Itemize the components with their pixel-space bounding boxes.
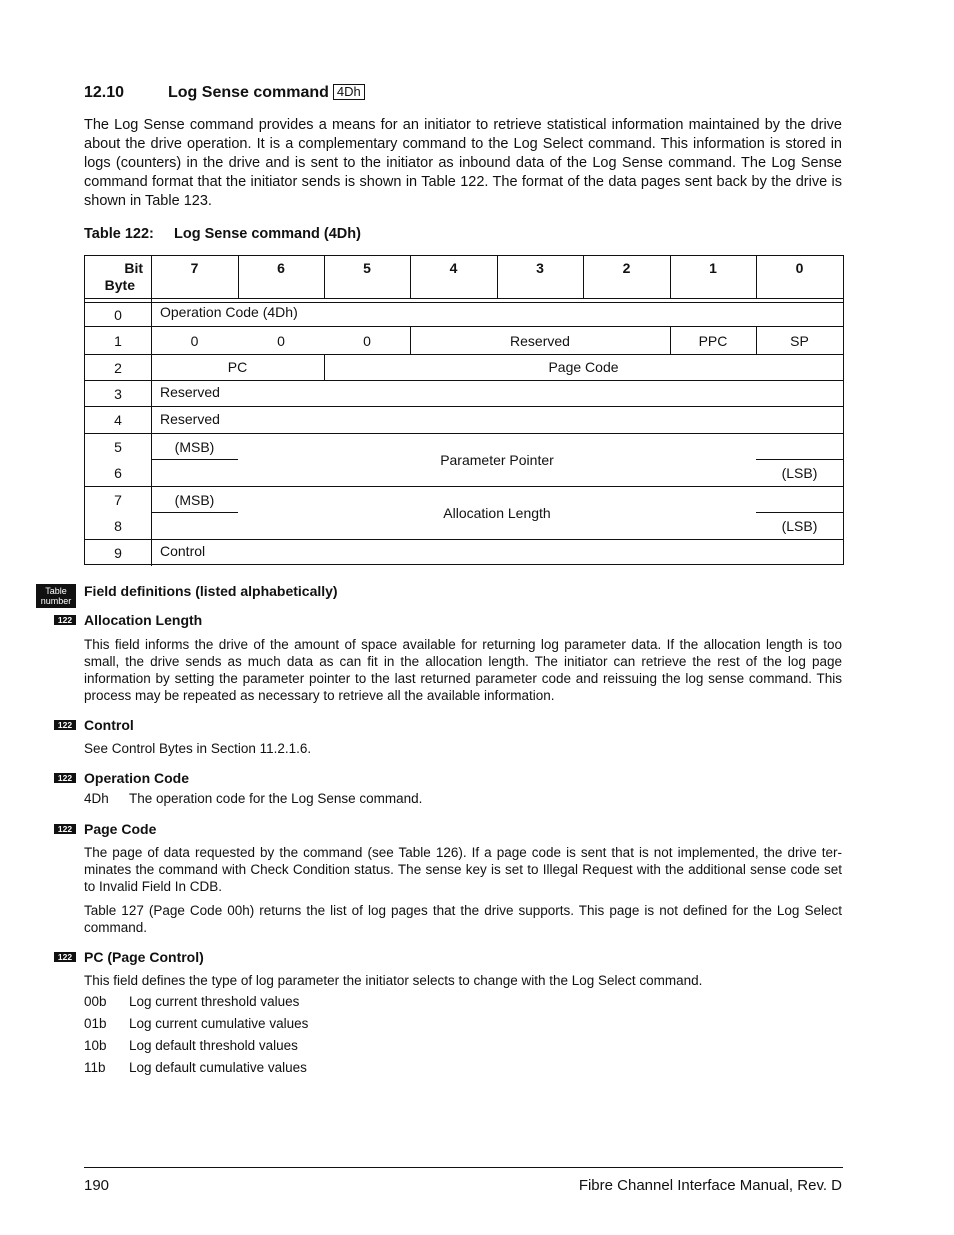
byte-3: 3 — [114, 386, 122, 402]
table-header-rule-1 — [85, 298, 843, 299]
byte-6: 6 — [114, 465, 122, 481]
row1-bit7: 0 — [190, 333, 199, 349]
allocation-length-text: This field informs the drive of the amount of space available for returning log parameter data. If the allocation length is too small, the drive sends as much data as can fit in the allocation length. The initiator can retrieve the rest of the log page information by setting the parameter pointer to the last returned parameter code and reissuing the log sense command. This process may be repeated as necessary to retrieve all the available information. — [84, 637, 842, 703]
header-bit-3: 3 — [536, 260, 544, 276]
header-bit-0: 0 — [795, 260, 804, 276]
byte-0: 0 — [114, 307, 122, 323]
row1-sp: SP — [790, 333, 809, 349]
section-number: 12.10 — [84, 84, 125, 101]
byte-column-rule — [151, 256, 152, 566]
row-rule — [85, 539, 843, 540]
table-ref-tag: 122 — [54, 615, 76, 625]
row1-reserved: Reserved — [510, 333, 570, 349]
table-caption-number: Table 122: — [84, 226, 154, 242]
alloc-length-lsb: (LSB) — [781, 518, 818, 534]
pc-value-desc: Log default cumulative values — [129, 1060, 307, 1075]
param-pointer-msb: (MSB) — [174, 439, 215, 455]
pc-value-code: 11b — [84, 1060, 106, 1075]
row-rule — [85, 326, 843, 327]
pc-value-code: 01b — [84, 1016, 107, 1031]
table-ref-tag: 122 — [54, 824, 76, 834]
header-byte-label: Byte — [104, 277, 135, 293]
pc-value-code: 10b — [84, 1038, 107, 1053]
alloc-length-msb: (MSB) — [174, 492, 215, 508]
table-caption-title: Log Sense command (4Dh) — [174, 226, 361, 242]
alloc-length-label: Allocation Length — [443, 505, 551, 521]
table-ref-tag: 122 — [54, 952, 76, 962]
header-bit-6: 6 — [277, 260, 285, 276]
msb-rule — [151, 459, 238, 460]
row1-ppc: PPC — [698, 333, 728, 349]
row-rule — [85, 486, 843, 487]
param-pointer-lsb: (LSB) — [781, 465, 818, 481]
byte-4: 4 — [114, 412, 122, 428]
table-number-tag — [36, 584, 76, 608]
row1-bit5: 0 — [363, 333, 371, 349]
row-rule — [85, 354, 843, 355]
row-rule — [85, 433, 843, 434]
pc-value-desc: Log current threshold values — [129, 994, 300, 1009]
header-bit-5: 5 — [363, 260, 371, 276]
page-number: 190 — [84, 1177, 110, 1194]
msb-rule — [151, 512, 238, 513]
control-text: See Control Bytes in Section 11.2.1.6. — [84, 741, 312, 756]
footer-rule — [84, 1167, 843, 1168]
pc-value-code: 00b — [84, 994, 107, 1009]
control-title: Control — [84, 717, 134, 733]
row9-control: Control — [160, 543, 206, 559]
byte-8: 8 — [114, 518, 122, 534]
section-title — [168, 84, 365, 102]
operation-code-title: Operation Code — [84, 770, 190, 786]
table-ref-tag: 122 — [54, 773, 76, 783]
pc-text: This field defines the type of log parameter the initiator selects to change with the Log Select command. — [84, 973, 703, 988]
byte-1: 1 — [114, 333, 122, 349]
field-definitions-heading: Field definitions (listed alphabetically) — [84, 583, 338, 599]
header-bit-label: Bit — [124, 260, 143, 276]
pc-value-desc: Log current cumulative values — [129, 1016, 309, 1031]
pc-value-desc: Log default threshold values — [129, 1038, 298, 1053]
table-number-tag-line2: number — [40, 596, 72, 606]
byte-7: 7 — [114, 492, 122, 508]
intro-paragraph: The Log Sense command provides a means for an initiator to retrieve statistical information maintained by the drive about the drive operation. It is a complementary command to the Log Select command. This information is stored in logs (counters) in the drive and is sent to the initiator as inbound data of the Log Sense command. The Log Sense command format that the initiator sends is shown in Table 122. The format of the data pages sent back by the drive is shown in Table 123. — [84, 117, 842, 209]
header-bit-7: 7 — [190, 260, 199, 276]
log-sense-command-table — [84, 255, 844, 565]
header-bit-1: 1 — [709, 260, 717, 276]
table-ref-tag: 122 — [54, 720, 76, 730]
lsb-rule — [756, 459, 843, 460]
row0-operation-code: Operation Code (4Dh) — [160, 304, 298, 320]
byte-5: 5 — [114, 439, 122, 455]
row3-reserved: Reserved — [160, 384, 220, 400]
row1-bit6: 0 — [277, 333, 285, 349]
page-code-title: Page Code — [84, 821, 157, 837]
manual-title: Fibre Channel Interface Manual, Rev. D — [578, 1177, 842, 1194]
byte-9: 9 — [114, 545, 122, 561]
pc-title: PC (Page Control) — [84, 949, 204, 965]
row2-page-code: Page Code — [548, 359, 619, 375]
section-code-box: 4Dh — [333, 84, 365, 100]
operation-code-value: 4Dh — [84, 791, 109, 806]
allocation-length-title: Allocation Length — [84, 612, 203, 628]
row-rule — [85, 406, 843, 407]
header-bit-4: 4 — [449, 260, 458, 276]
param-pointer-label: Parameter Pointer — [440, 452, 554, 468]
operation-code-desc: The operation code for the Log Sense command. — [129, 791, 423, 806]
header-bit-2: 2 — [622, 260, 631, 276]
section-title-text: Log Sense command — [168, 84, 329, 101]
lsb-rule — [756, 512, 843, 513]
byte-2: 2 — [114, 360, 122, 376]
row4-reserved: Reserved — [160, 411, 220, 427]
page-code-text-1: The page of data requested by the command (see Table 126). If a page code is sent that is not implemented, the drive ter-minates the command with Check Condition status. The sense key is set to Illegal Request with the additional sense code set to Invalid Field In CDB. — [84, 845, 842, 894]
row-rule — [85, 380, 843, 381]
table-header-rule-2 — [85, 302, 843, 303]
table-number-tag-line1: Table — [45, 586, 67, 596]
row2-pc: PC — [227, 359, 248, 375]
page-code-text-2: Table 127 (Page Code 00h) returns the list of log pages that the drive supports. This page is not defined for the Log Select command. — [84, 903, 842, 935]
